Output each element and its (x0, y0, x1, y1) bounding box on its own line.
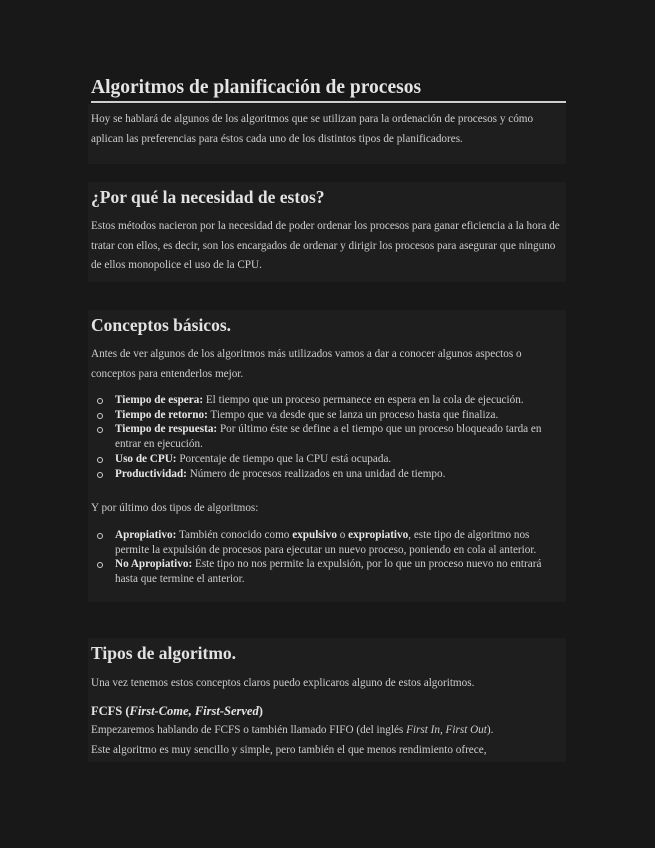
section1-paragraph: Estos métodos nacieron por la necesidad de poder ordenar los procesos para ganar eficiencia a la hora de tratar con ellos, es decir, son los encargados de ordenar y dirigir los procesos para asegurar que ninguno de ellos monopolice el uso de la CPU. (91, 220, 560, 272)
list-item (91, 422, 566, 451)
list-item (91, 557, 566, 586)
concept-desc: Número de procesos realizados en una unidad de tiempo. (189, 467, 446, 480)
concept-term: Productividad: (115, 467, 187, 480)
bullet-icon (97, 413, 103, 419)
type-desc-mid: o (339, 529, 346, 541)
fcfs-p1-pre: Empezaremos hablando de FCFS o también llamado FIFO (del inglés (91, 724, 404, 736)
concept-desc: Porcentaje de tiempo que la CPU está ocupada. (179, 452, 392, 465)
concept-desc: El tiempo que un proceso permanece en espera en la cola de ejecución. (205, 394, 524, 406)
section3-heading: Tipos de algoritmo. (91, 643, 237, 663)
list-item (91, 452, 566, 467)
type-desc-pre: También conocido como (178, 529, 290, 541)
list-item (91, 393, 566, 408)
concept-term: Tiempo de respuesta: (115, 423, 218, 436)
bullet-icon (97, 457, 103, 463)
concept-term: Tiempo de espera: (115, 394, 204, 406)
list-item (91, 528, 566, 557)
fcfs-p2: Este algoritmo es muy sencillo y simple, pero también el que menos rendimiento ofrece, (91, 743, 487, 756)
list-item (91, 408, 566, 423)
bullet-icon (97, 533, 103, 539)
section2-paragraph: Antes de ver algunos de los algoritmos más utilizados vamos a dar a conocer algunos aspectos o conceptos para entenderlos mejor. (91, 348, 522, 380)
fcfs-expansion: First-Come, First-Served (129, 704, 259, 718)
concept-term: Tiempo de retorno: (115, 408, 208, 421)
intro-paragraph: Hoy se hablará de algunos de los algoritmos que se utilizan para la ordenación de procesos y cómo aplican las preferencias para éstos cada uno de los distintos tipos de planificadores. (91, 113, 534, 145)
type-desc: Este tipo no nos permite la expulsión, por lo que un proceso nuevo no entrará hasta que termine el anterior. (115, 558, 542, 586)
type-desc-post: , este tipo de algoritmo nos permite la expulsión de procesos para ejecutar un nuevo proceso, poniendo en cola al anterior. (115, 529, 537, 556)
fcfs-p1-italic: First In, First Out (406, 724, 487, 736)
fcfs-heading: FCFS (First-Come, First-Served) (91, 704, 263, 718)
fcfs-name: FCFS (91, 704, 123, 718)
page-title: Algoritmos de planificación de procesos (91, 76, 566, 103)
fcfs-paragraph (91, 721, 566, 760)
type-bold-1: expulsivo (292, 529, 337, 541)
types-list (91, 528, 566, 587)
concept-desc: Tiempo que va desde que se lanza un proceso hasta que finaliza. (210, 408, 499, 421)
types-intro: Y por último dos tipos de algoritmos: (91, 502, 259, 514)
section3-paragraph: Una vez tenemos estos conceptos claros puedo explicaros alguno de estos algoritmos. (91, 677, 475, 689)
concepts-list (91, 393, 566, 481)
type-bold-2: expropiativo (348, 529, 409, 541)
bullet-icon (97, 562, 103, 568)
concept-desc: Por último éste se define a el tiempo que un proceso bloqueado tarda en entrar en ejecución. (115, 423, 542, 451)
section1-heading: ¿Por qué la necesidad de estos? (91, 187, 325, 207)
bullet-icon (97, 427, 103, 433)
fcfs-p1-post: ). (486, 724, 494, 736)
concept-term: Uso de CPU: (115, 452, 177, 465)
type-term: Apropiativo: (115, 529, 177, 541)
list-item (91, 467, 566, 482)
bullet-icon (97, 472, 103, 478)
bullet-icon (97, 398, 103, 404)
section2-heading: Conceptos básicos. (91, 315, 232, 335)
type-term: No Apropiativo: (115, 558, 193, 571)
